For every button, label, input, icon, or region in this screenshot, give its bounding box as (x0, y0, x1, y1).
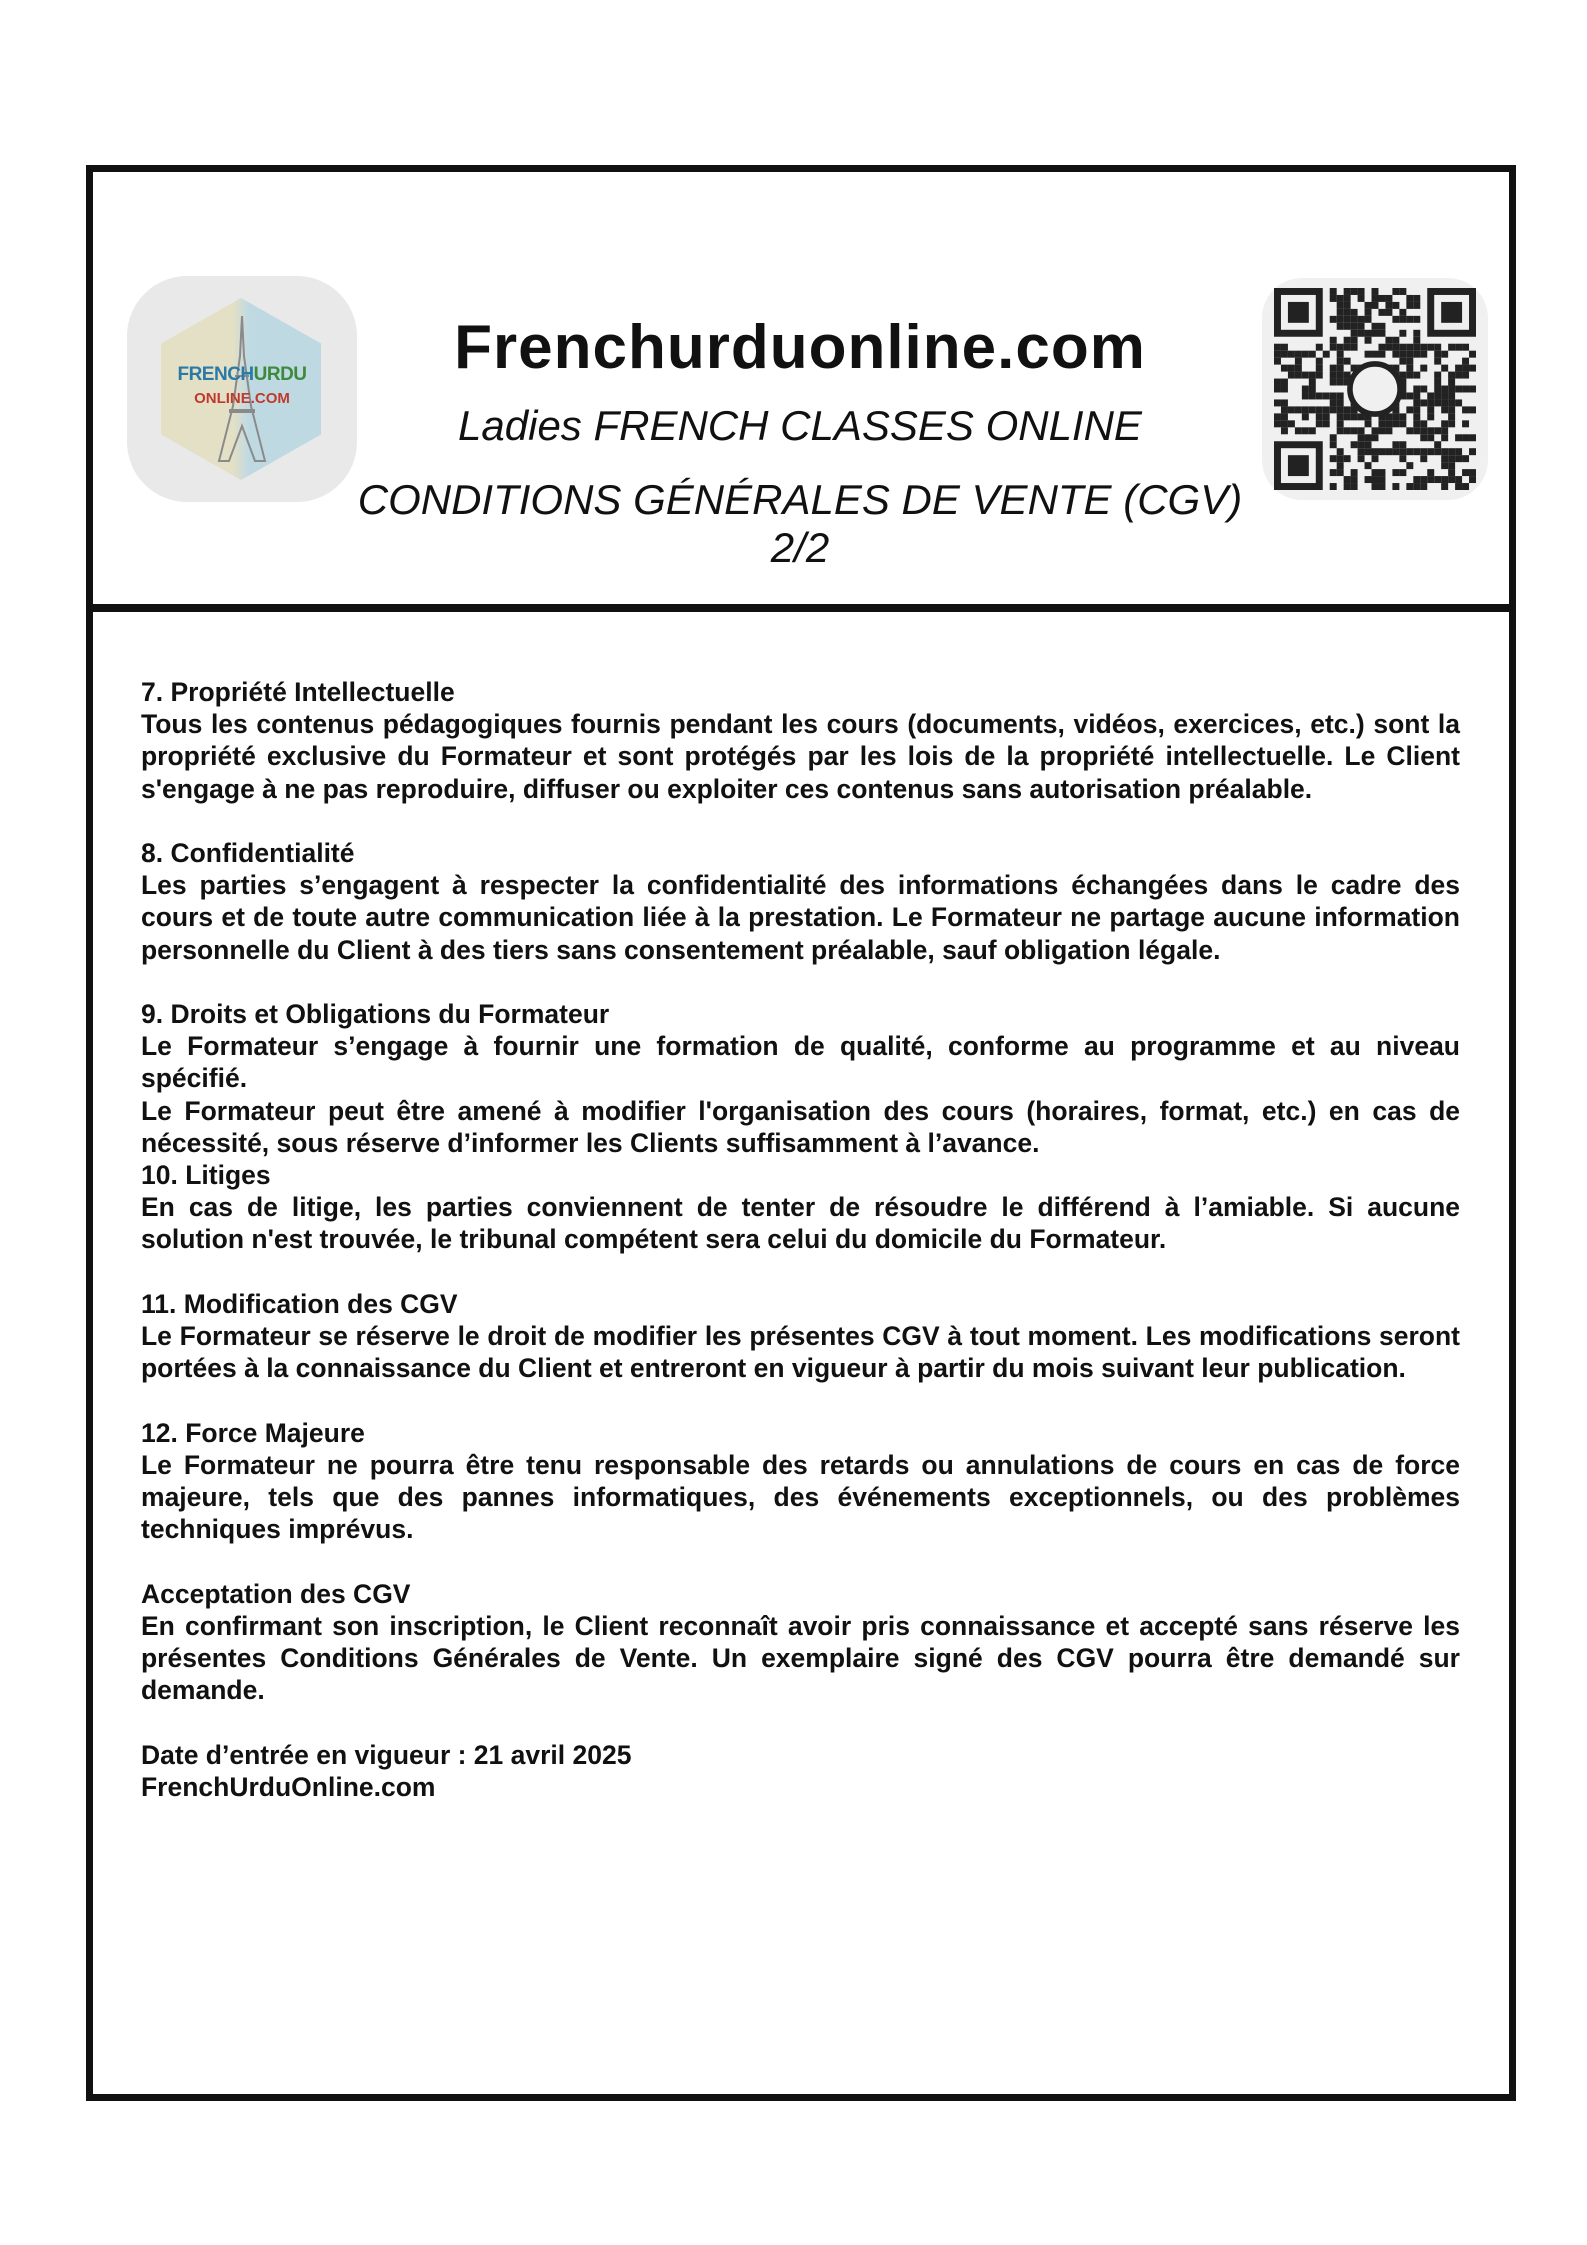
cgv-section (141, 1288, 1460, 1385)
section-heading: 8. Confidentialité (141, 838, 355, 868)
section-paragraph: Le Formateur se réserve le droit de modifier les présentes CGV à tout moment. Les modifications seront portées à la connaissance du Client et entreront en vigueur à partir du mois suivant leur publication. (141, 1321, 1460, 1384)
cgv-section (141, 1578, 1460, 1707)
footer (141, 1739, 1460, 1803)
cgv-section (141, 837, 1460, 966)
document-title: CONDITIONS GÉNÉRALES DE VENTE (CGV) 2/2 (357, 476, 1243, 571)
logo-subtext: ONLINE.COM (194, 390, 290, 407)
section-heading: 11. Modification des CGV (141, 1288, 458, 1319)
section-heading: 12. Force Majeure (141, 1417, 365, 1448)
section-heading: 7. Propriété Intellectuelle (141, 677, 455, 707)
brand-logo (127, 276, 357, 502)
header-divider (86, 604, 1516, 612)
section-heading: 9. Droits et Obligations du Formateur (141, 999, 610, 1029)
section-paragraph: Les parties s’engagent à respecter la confidentialité des informations échangées dans le cadre des cours et de toute autre communication liée à la prestation. Le Formateur ne partage aucune information personnelle du Client à des tiers sans consentement préalable, sauf obligation légale. (141, 870, 1460, 965)
section-paragraph: Le Formateur ne pourra être tenu responsable des retards ou annulations de cours en cas de force majeure, tels que des pannes informatiques, des événements exceptionnels, ou des problèmes techniques imprévus. (141, 1449, 1460, 1545)
logo-text-urdu: URDU (253, 364, 307, 385)
qr-code[interactable] (1262, 278, 1488, 500)
site-title: Frenchurduonline.com (454, 313, 1146, 382)
cgv-section (141, 1159, 1460, 1256)
website-link[interactable]: FrenchUrduOnline.com (141, 1771, 436, 1802)
section-paragraph: Le Formateur s’engage à fournir une formation de qualité, conforme au programme et au niveau spécifié. (141, 1031, 1460, 1094)
cgv-section (141, 998, 1460, 1159)
whatsapp-qr-code-icon (1272, 288, 1478, 490)
site-subtitle: Ladies FRENCH CLASSES ONLINE (458, 402, 1142, 449)
section-heading: Acceptation des CGV (141, 1578, 411, 1609)
section-paragraph: En confirmant son inscription, le Client reconnaît avoir pris connaissance et accepté sans réserve les présentes Conditions Générales de Vente. Un exemplaire signé des CGV pourra être demandé sur demande. (141, 1610, 1460, 1706)
cgv-content (141, 676, 1460, 1803)
section-paragraph: Tous les contenus pédagogiques fournis pendant les cours (documents, vidéos, exercices, etc.) sont la propriété exclusive du Formateur et sont protégés par les lois de la propriété intellectuelle. Le Client s'engage à ne pas reproduire, diffuser ou exploiter ces contenus sans autorisation préalable. (141, 709, 1460, 804)
cgv-section (141, 1417, 1460, 1546)
logo-text (127, 364, 357, 386)
section-paragraph: Le Formateur peut être amené à modifier l'organisation des cours (horaires, format, etc.) en cas de nécessité, sous réserve d’informer les Clients suffisamment à l’avance. (141, 1095, 1460, 1158)
section-paragraph: En cas de litige, les parties conviennent de tenter de résoudre le différend à l’amiable. Si aucune solution n'est trouvée, le tribunal compétent sera celui du domicile du Formateur. (141, 1192, 1460, 1255)
cgv-section (141, 676, 1460, 805)
logo-text-french: FRENCH (177, 364, 254, 385)
effective-date: Date d’entrée en vigueur : 21 avril 2025 (141, 1739, 632, 1770)
section-heading: 10. Litiges (141, 1160, 271, 1191)
